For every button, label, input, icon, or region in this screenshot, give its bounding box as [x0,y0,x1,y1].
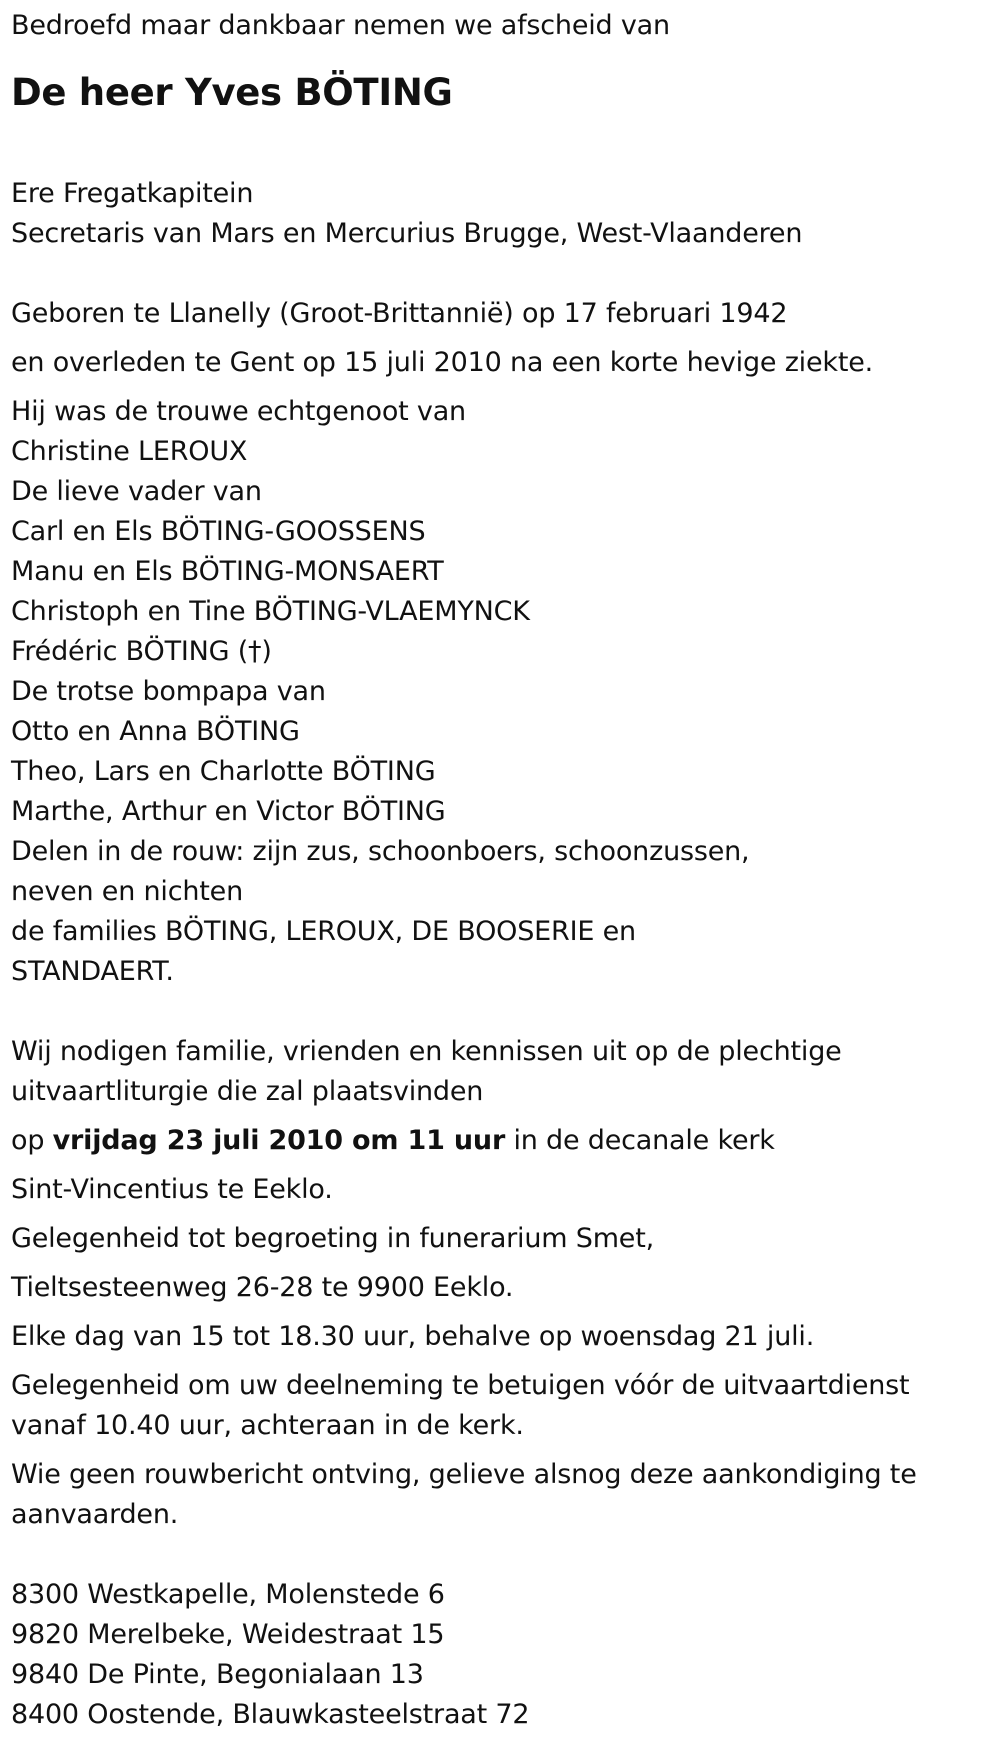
family-line: Manu en Els BÖTING-MONSAERT [11,556,444,587]
viewing-hours: Elke dag van 15 tot 18.30 uur, behalve op woensdag 21 juli. [11,1321,815,1352]
family-line: Otto en Anna BÖTING [11,716,300,747]
family-block [11,392,986,992]
condolence-line: vanaf 10.40 uur, achteraan in de kerk. [11,1410,524,1441]
birth-line: Geboren te Llanelly (Groot-Brittannië) op 17 februari 1942 [11,298,788,329]
addresses-block [11,1575,986,1735]
address-line: 9840 De Pinte, Begonialaan 13 [11,1659,424,1690]
address-line: 9820 Merelbeke, Weidestraat 15 [11,1619,445,1650]
condolence-line: Gelegenheid om uw deelneming te betuigen vóór de uitvaartdienst [11,1370,910,1401]
intro-text: Bedroefd maar dankbaar nemen we afscheid van [11,10,670,41]
death-notice [11,0,986,1735]
title-line: Ere Fregatkapitein [11,178,254,209]
viewing-place: Gelegenheid tot begroeting in funerarium Smet, [11,1223,654,1254]
deceased-name: De heer Yves BÖTING [11,71,453,114]
title-line: Secretaris van Mars en Mercurius Brugge, West-Vlaanderen [11,218,803,249]
family-line: STANDAERT. [11,956,174,987]
invitation-block [11,1032,986,1112]
family-line: de families BÖTING, LEROUX, DE BOOSERIE en [11,916,636,947]
service-date: vrijdag 23 juli 2010 om 11 uur [52,1125,506,1156]
notice-line: Wie geen rouwbericht ontving, gelieve alsnog deze aankondiging te [11,1459,917,1490]
church-line: Sint-Vincentius te Eeklo. [11,1174,333,1205]
family-line: neven en nichten [11,876,243,907]
titles-block [11,174,986,254]
invitation-line: uitvaartliturgie die zal plaatsvinden [11,1076,484,1107]
service-suffix: in de decanale kerk [505,1125,775,1156]
address-line: 8400 Oostende, Blauwkasteelstraat 72 [11,1699,530,1730]
family-line: De trotse bompapa van [11,676,326,707]
notice-block [11,1455,986,1535]
condolence-block [11,1366,986,1446]
viewing-address: Tieltsesteenweg 26-28 te 9900 Eeklo. [11,1272,514,1303]
family-line: De lieve vader van [11,476,262,507]
family-line: Carl en Els BÖTING-GOOSSENS [11,516,426,547]
family-line: Christoph en Tine BÖTING-VLAEMYNCK [11,596,530,627]
family-line: Christine LEROUX [11,436,248,467]
death-line: en overleden te Gent op 15 juli 2010 na een korte hevige ziekte. [11,347,874,378]
notice-line: aanvaarden. [11,1499,179,1530]
family-line: Hij was de trouwe echtgenoot van [11,396,466,427]
family-line: Frédéric BÖTING (†) [11,636,272,667]
family-line: Delen in de rouw: zijn zus, schoonboers, schoonzussen, [11,836,750,867]
family-line: Marthe, Arthur en Victor BÖTING [11,796,446,827]
service-line [11,1121,986,1161]
family-line: Theo, Lars en Charlotte BÖTING [11,756,436,787]
address-line: 8300 Westkapelle, Molenstede 6 [11,1579,445,1610]
service-prefix: op [11,1125,53,1156]
invitation-line: Wij nodigen familie, vrienden en kennissen uit op de plechtige [11,1036,842,1067]
